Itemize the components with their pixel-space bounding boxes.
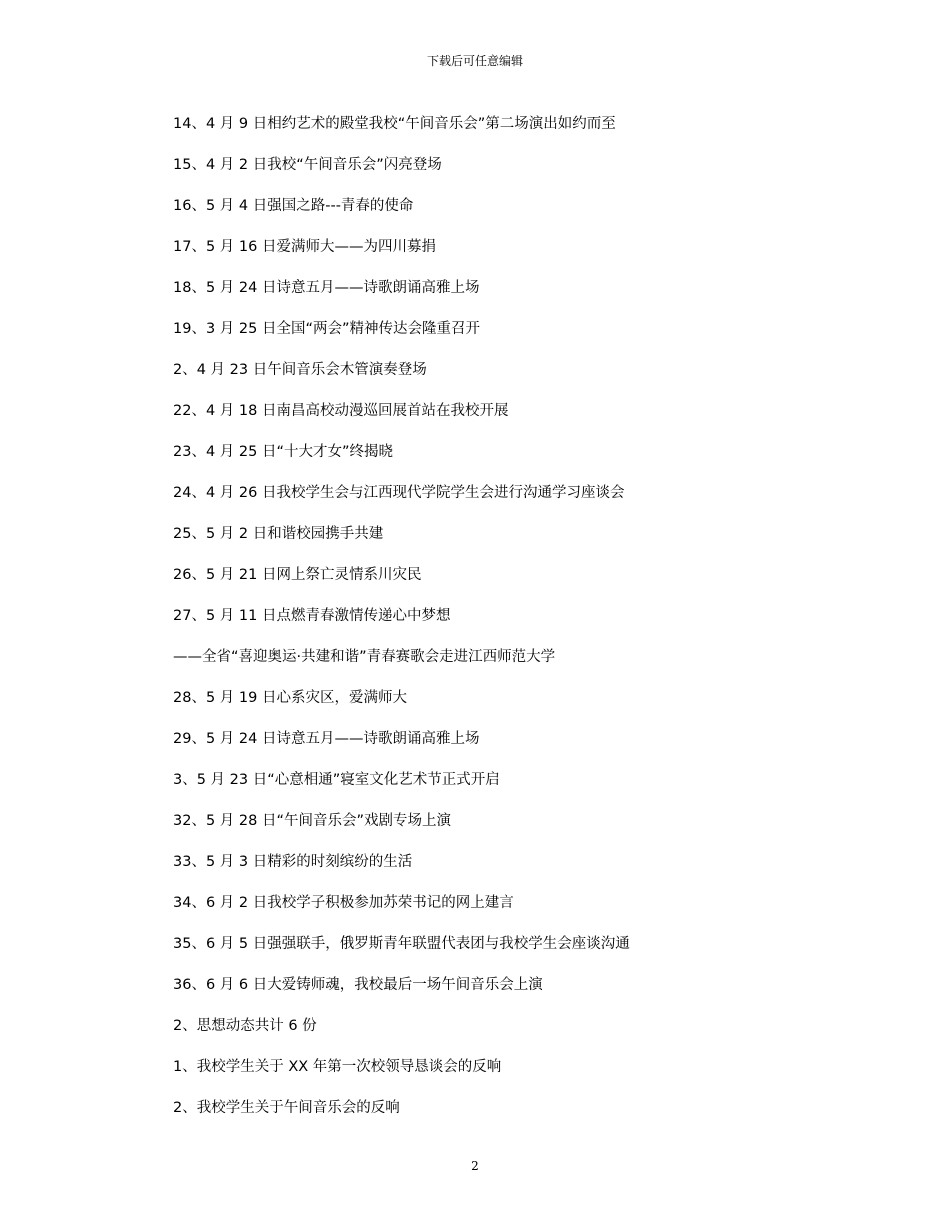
list-item: 18、5 月 24 日诗意五月——诗歌朗诵高雅上场: [173, 280, 480, 296]
list-item: 27、5 月 11 日点燃青春激情传递心中梦想: [173, 608, 451, 624]
list-item-subtitle: ——全省“喜迎奥运·共建和谐”青春赛歌会走进江西师范大学: [173, 649, 556, 665]
list-item: 29、5 月 24 日诗意五月——诗歌朗诵高雅上场: [173, 731, 480, 747]
list-item: 2、4 月 23 日午间音乐会木管演奏登场: [173, 362, 427, 378]
list-item: 17、5 月 16 日爱满师大——为四川募捐: [173, 239, 436, 255]
list-item: 28、5 月 19 日心系灾区，爱满师大: [173, 690, 407, 706]
page-header: 下载后可任意编辑: [426, 54, 523, 68]
list-item: 1、我校学生关于 XX 年第一次校领导恳谈会的反响: [173, 1059, 502, 1075]
list-item: 25、5 月 2 日和谐校园携手共建: [173, 526, 384, 542]
list-item: 34、6 月 2 日我校学子积极参加苏荣书记的网上建言: [173, 895, 514, 911]
list-item: 36、6 月 6 日大爱铸师魂，我校最后一场午间音乐会上演: [173, 977, 543, 993]
list-item: 14、4 月 9 日相约艺术的殿堂我校“午间音乐会”第二场演出如约而至: [173, 116, 616, 132]
page-number: 2: [471, 1159, 479, 1173]
list-item: 3、5 月 23 日“心意相通”寝室文化艺术节正式开启: [173, 772, 500, 788]
list-item: 33、5 月 3 日精彩的时刻缤纷的生活: [173, 854, 413, 870]
document-body: [173, 112, 893, 1137]
list-item: 23、4 月 25 日“十大才女”终揭晓: [173, 444, 393, 460]
list-item: 16、5 月 4 日强国之路---青春的使命: [173, 198, 414, 214]
list-item: 24、4 月 26 日我校学生会与江西现代学院学生会进行沟通学习座谈会: [173, 485, 625, 501]
list-item: 35、6 月 5 日强强联手，俄罗斯青年联盟代表团与我校学生会座谈沟通: [173, 936, 630, 952]
list-item: 2、我校学生关于午间音乐会的反响: [173, 1100, 400, 1116]
section-heading: 2、思想动态共计 6 份: [173, 1018, 317, 1034]
list-item: 15、4 月 2 日我校“午间音乐会”闪亮登场: [173, 157, 442, 173]
list-item: 19、3 月 25 日全国“两会”精神传达会隆重召开: [173, 321, 480, 337]
list-item: 26、5 月 21 日网上祭亡灵情系川灾民: [173, 567, 422, 583]
list-item: 32、5 月 28 日“午间音乐会”戏剧专场上演: [173, 813, 451, 829]
list-item: 22、4 月 18 日南昌高校动漫巡回展首站在我校开展: [173, 403, 509, 419]
